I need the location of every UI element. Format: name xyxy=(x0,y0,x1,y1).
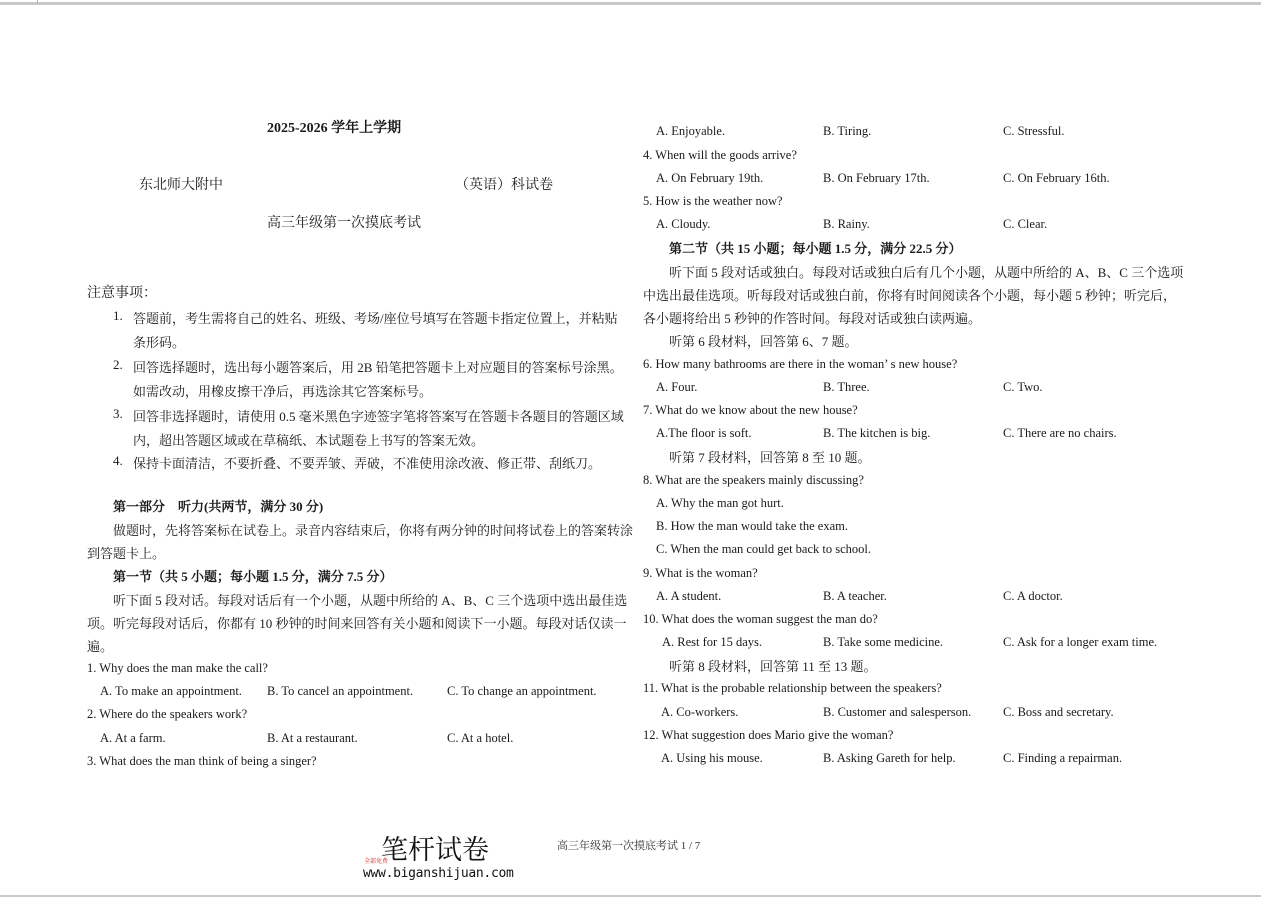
notice-item-4-line1: 保持卡面清洁，不要折叠、不要弄皱、弄破，不准使用涂改液、修正带、刮纸刀。 xyxy=(133,456,602,471)
notice-item-3-num: 3. xyxy=(113,406,123,421)
question-1: 1. Why does the man make the call? xyxy=(87,661,268,675)
part1-intro-line2: 到答题卡上。 xyxy=(87,546,166,561)
q12-option-c: C. Finding a repairman. xyxy=(1003,751,1123,765)
watermark-url: www.biganshijuan.com xyxy=(363,866,514,881)
q8-option-c: C. When the man could get back to school. xyxy=(656,542,871,556)
question-8: 8. What are the speakers mainly discussing? xyxy=(643,473,864,487)
notice-title: 注意事项： xyxy=(87,286,157,301)
question-12: 12. What suggestion does Mario give the woman? xyxy=(643,728,894,742)
notice-item-1-line1: 答题前，考生需将自己的姓名、班级、考场/座位号填写在答题卡指定位置上，并粘贴 xyxy=(133,311,618,326)
section1-title: 第一节（共 5 小题；每小题 1.5 分，满分 7.5 分） xyxy=(113,569,393,584)
q8-option-a: A. Why the man got hurt. xyxy=(656,496,784,510)
q5-option-c: C. Clear. xyxy=(1003,217,1048,231)
question-4: 4. When will the goods arrive? xyxy=(643,148,797,162)
viewer-top-tick xyxy=(37,0,38,3)
q11-option-a: A. Co-workers. xyxy=(661,705,739,719)
notice-item-4-num: 4. xyxy=(113,453,123,468)
q5-option-a: A. Cloudy. xyxy=(656,217,711,231)
q6-option-a: A. Four. xyxy=(656,380,698,394)
notice-item-3-line1: 回答非选择题时，请使用 0.5 毫米黑色字迹签字笔将答案写在答题卡各题目的答题区域 xyxy=(133,409,624,424)
q1-option-c: C. To change an appointment. xyxy=(447,684,597,698)
q8-option-b: B. How the man would take the exam. xyxy=(656,519,848,533)
q11-option-c: C. Boss and secretary. xyxy=(1003,705,1114,719)
notice-item-2-line2: 如需改动，用橡皮擦干净后，再选涂其它答案标号。 xyxy=(133,384,433,399)
notice-item-2-line1: 回答选择题时，选出每小题答案后，用 2B 铅笔把答题卡上对应题目的答案标号涂黑。 xyxy=(133,360,623,375)
q7-option-b: B. The kitchen is big. xyxy=(823,426,931,440)
watermark-brand: 笔杆试卷 xyxy=(381,835,489,866)
question-6: 6. How many bathrooms are there in the woman’ s new house? xyxy=(643,357,958,371)
q3-option-b: B. Tiring. xyxy=(823,124,872,138)
q3-option-a: A. Enjoyable. xyxy=(656,124,726,138)
q9-option-c: C. A doctor. xyxy=(1003,589,1063,603)
q10-option-c: C. Ask for a longer exam time. xyxy=(1003,635,1158,649)
question-10: 10. What does the woman suggest the man do? xyxy=(643,612,878,626)
section2-instr-line3: 各小题将给出 5 秒钟的作答时间。每段对话或独白读两遍。 xyxy=(643,311,982,326)
question-7: 7. What do we know about the new house? xyxy=(643,403,858,417)
q1-option-b: B. To cancel an appointment. xyxy=(267,684,414,698)
section2-title: 第二节（共 15 小题；每小题 1.5 分，满分 22.5 分） xyxy=(669,241,962,256)
q11-option-b: B. Customer and salesperson. xyxy=(823,705,972,719)
q9-option-b: B. A teacher. xyxy=(823,589,887,603)
q2-option-b: B. At a restaurant. xyxy=(267,731,358,745)
material-7-note: 听第 7 段材料，回答第 8 至 10 题。 xyxy=(669,450,871,465)
q2-option-a: A. At a farm. xyxy=(100,731,166,745)
page-footer: 高三年级第一次摸底考试 1 / 7 xyxy=(557,840,701,852)
exam-title: 高三年级第一次摸底考试 xyxy=(267,216,421,231)
q2-option-c: C. At a hotel. xyxy=(447,731,514,745)
question-3: 3. What does the man think of being a singer? xyxy=(87,754,317,768)
notice-item-2-num: 2. xyxy=(113,357,123,372)
notice-item-1-num: 1. xyxy=(113,308,123,323)
notice-item-1-line2: 条形码。 xyxy=(133,335,186,350)
q6-option-b: B. Three. xyxy=(823,380,870,394)
watermark-free-tag: 全部免费 xyxy=(364,858,389,865)
q7-option-a: A.The floor is soft. xyxy=(656,426,752,440)
part1-intro-line1: 做题时，先将答案标在试卷上。录音内容结束后，你将有两分钟的时间将试卷上的答案转涂 xyxy=(113,523,634,538)
q6-option-c: C. Two. xyxy=(1003,380,1043,394)
subject-label: （英语）科试卷 xyxy=(455,178,553,193)
notice-item-3-line2: 内，超出答题区域或在草稿纸、本试题卷上书写的答案无效。 xyxy=(133,433,485,448)
section2-instr-line2: 中选出最佳选项。听每段对话或独白前，你将有时间阅读各个小题，每小题 5 秒钟；听完后， xyxy=(643,288,1177,303)
question-2: 2. Where do the speakers work? xyxy=(87,707,248,721)
section1-instr-line1: 听下面 5 段对话。每段对话后有一个小题，从题中所给的 A、B、C 三个选项中选出最佳选 xyxy=(113,593,628,608)
q7-option-c: C. There are no chairs. xyxy=(1003,426,1117,440)
section2-instr-line1: 听下面 5 段对话或独白。每段对话或独白后有几个小题，从题中所给的 A、B、C 三个选项 xyxy=(669,265,1184,280)
viewer-top-border xyxy=(0,2,1261,5)
material-8-note: 听第 8 段材料，回答第 11 至 13 题。 xyxy=(669,659,877,674)
q5-option-b: B. Rainy. xyxy=(823,217,870,231)
q4-option-c: C. On February 16th. xyxy=(1003,171,1110,185)
q12-option-b: B. Asking Gareth for help. xyxy=(823,751,956,765)
q3-option-c: C. Stressful. xyxy=(1003,124,1065,138)
q4-option-b: B. On February 17th. xyxy=(823,171,930,185)
q1-option-a: A. To make an appointment. xyxy=(100,684,242,698)
q10-option-b: B. Take some medicine. xyxy=(823,635,944,649)
q4-option-a: A. On February 19th. xyxy=(656,171,764,185)
part1-title: 第一部分 听力(共两节，满分 30 分) xyxy=(113,499,324,514)
section1-instr-line2: 项。听完每段对话后，你都有 10 秒钟的时间来回答有关小题和阅读下一小题。每段对话仅读一 xyxy=(87,616,627,631)
q9-option-a: A. A student. xyxy=(656,589,722,603)
school-name: 东北师大附中 xyxy=(139,178,223,193)
question-11: 11. What is the probable relationship between the speakers? xyxy=(643,681,942,695)
section1-instr-line3: 遍。 xyxy=(87,639,114,654)
q12-option-a: A. Using his mouse. xyxy=(661,751,763,765)
term-title: 2025-2026 学年上学期 xyxy=(267,121,402,136)
material-6-note: 听第 6 段材料，回答第 6、7 题。 xyxy=(669,334,858,349)
q10-option-a: A. Rest for 15 days. xyxy=(662,635,762,649)
question-9: 9. What is the woman? xyxy=(643,566,758,580)
question-5: 5. How is the weather now? xyxy=(643,194,783,208)
